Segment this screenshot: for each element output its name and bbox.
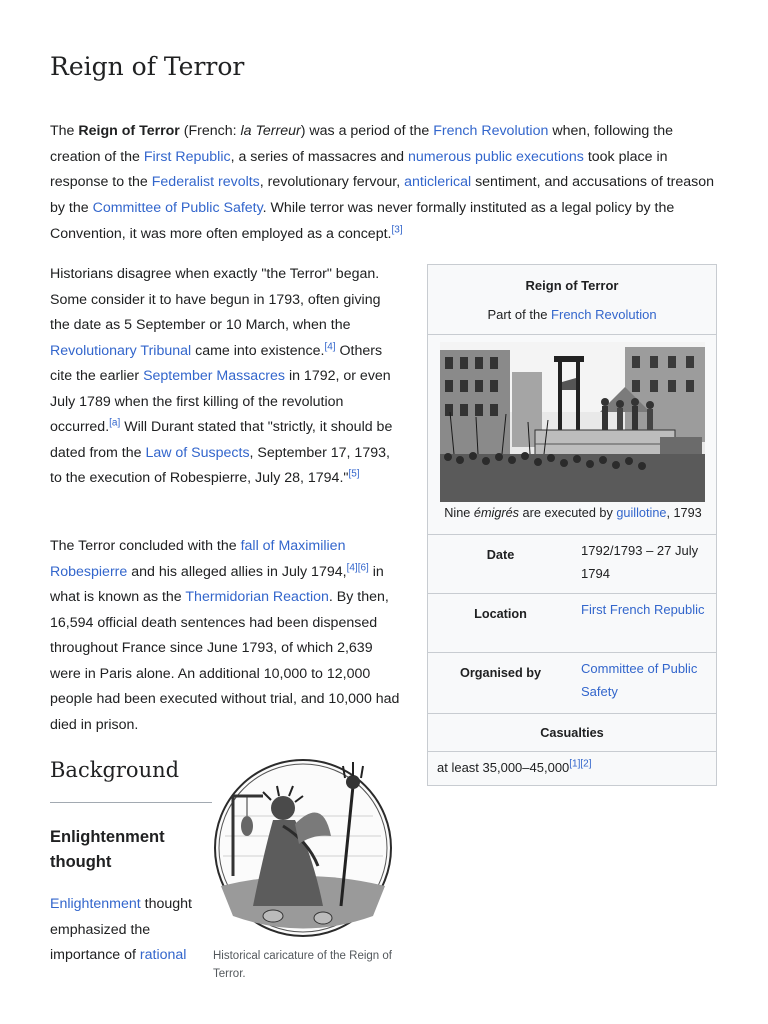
infobox-value-date: 1792/1793 – 27 July 1794 bbox=[581, 543, 699, 581]
link-law-of-suspects[interactable]: Law of Suspects bbox=[145, 444, 250, 461]
link-federalist-revolts[interactable]: Federalist revolts bbox=[151, 174, 260, 191]
ref-a[interactable]: [a] bbox=[109, 417, 121, 429]
link-public-executions[interactable]: numerous public executions bbox=[408, 148, 584, 165]
link-fall-of-robespierre[interactable]: fall of Maximilien Robespierre bbox=[50, 538, 346, 580]
link-thermidorian-reaction[interactable]: Thermidorian Reaction bbox=[185, 589, 329, 605]
lead-paragraph: The Reign of Terror (French: la Terreur) was a period of the French Revolution when, following the creation of the First Republic, a series of massacres and numerous public executions took place in response to the Federalist revolts, revolutionary fervour, anticlerical sentiment, and accusations of treason by the Committee of Public Safety. While terror was never formally instituted as a legal policy by the Convention, it was more often employed as a concept.[3] bbox=[50, 123, 715, 242]
link-revolutionary-tribunal[interactable]: Revolutionary Tribunal bbox=[50, 342, 192, 359]
link-first-french-republic[interactable]: First French Republic bbox=[581, 602, 705, 617]
engraving-image[interactable] bbox=[440, 342, 705, 502]
paragraph-end-of-terror: The Terror concluded with the fall of Maximilien Robespierre and his alleged allies in July 1794,[4][6] in what is known as the Thermidorian Reaction. By then, 16,594 official death sentences had been dispensed throughout France since June 1793, of which 2,639 were in Paris alone. An additional 10,000 to 12,000 people had been executed without trial, and 10,000 had died in prison. bbox=[50, 538, 400, 733]
ref-2[interactable]: [2] bbox=[580, 758, 592, 770]
infobox-subtitle: Part of the French Revolution bbox=[487, 307, 657, 322]
thumb-caption: Historical caricature of the Reign of Terror. bbox=[213, 950, 392, 980]
infobox-row-organised-by bbox=[428, 652, 716, 713]
link-first-republic[interactable]: First Republic bbox=[143, 148, 231, 165]
ref-5[interactable]: [5] bbox=[348, 468, 360, 480]
infobox-label-date: Date bbox=[486, 548, 515, 562]
infobox-label-organised-by: Organised by bbox=[459, 666, 542, 680]
caricature-illustration bbox=[213, 756, 393, 944]
caricature-image[interactable] bbox=[213, 756, 393, 944]
ref-4[interactable]: [4] bbox=[324, 340, 336, 352]
paragraph-enlightenment: Enlightenment thought emphasized the importance of rational bbox=[50, 896, 192, 963]
link-committee-public-safety[interactable]: Committee of Public Safety bbox=[92, 200, 263, 217]
infobox bbox=[427, 264, 717, 786]
link-committee-of-public-safety[interactable]: Committee of Public Safety bbox=[581, 661, 698, 699]
paragraph-start-of-terror: Historians disagree when exactly "the Terror" began. Some consider it to have begun in 1793, often giving the date as 5 September or 10 March, when the Revolutionary Tribunal came into existence.[4] Others cite the earlier September Massacres in 1792, or even July 1789 when the first killing of the revolution occurred.[a] Will Durant stated that "strictly, it should be dated from the Law of Suspects, September 17, 1793, to the execution of Robespierre, July 28, 1794."[5] bbox=[50, 266, 393, 486]
link-guillotine[interactable]: guillotine bbox=[616, 506, 667, 520]
link-anticlerical[interactable]: anticlerical bbox=[404, 174, 472, 191]
infobox-title: Reign of Terror bbox=[525, 278, 619, 293]
ref-1[interactable]: [1] bbox=[569, 758, 581, 770]
guillotine-scene-illustration bbox=[440, 342, 705, 502]
term-french: la Terreur bbox=[240, 123, 301, 139]
section-heading-background: Background bbox=[50, 758, 180, 782]
link-infobox-french-revolution[interactable]: French Revolution bbox=[551, 307, 657, 322]
link-september-massacres[interactable]: September Massacres bbox=[143, 368, 285, 384]
section-divider bbox=[50, 802, 212, 803]
ref-4b[interactable]: [4] bbox=[346, 561, 358, 573]
ref-3[interactable]: [3] bbox=[391, 224, 403, 236]
infobox-divider bbox=[428, 751, 716, 752]
infobox-row-location bbox=[428, 593, 716, 652]
link-rational[interactable]: rational bbox=[139, 947, 187, 963]
infobox-heading-casualties: Casualties bbox=[428, 713, 716, 752]
infobox-row-date bbox=[428, 534, 716, 593]
infobox-value-casualties: at least 35,000–45,000[1][2] bbox=[437, 758, 592, 775]
subsection-heading-enlightenment: Enlightenment thought bbox=[50, 828, 165, 871]
page-title: Reign of Terror bbox=[50, 52, 245, 81]
infobox-caption: Nine émigrés are executed by guillotine, 1793 bbox=[444, 506, 702, 520]
link-french-revolution[interactable]: French Revolution bbox=[433, 123, 549, 139]
ref-6[interactable]: [6] bbox=[357, 561, 369, 573]
link-enlightenment[interactable]: Enlightenment bbox=[50, 896, 141, 912]
infobox-header bbox=[428, 265, 716, 335]
infobox-label-location: Location bbox=[474, 607, 527, 621]
term-bold: Reign of Terror bbox=[78, 123, 180, 139]
